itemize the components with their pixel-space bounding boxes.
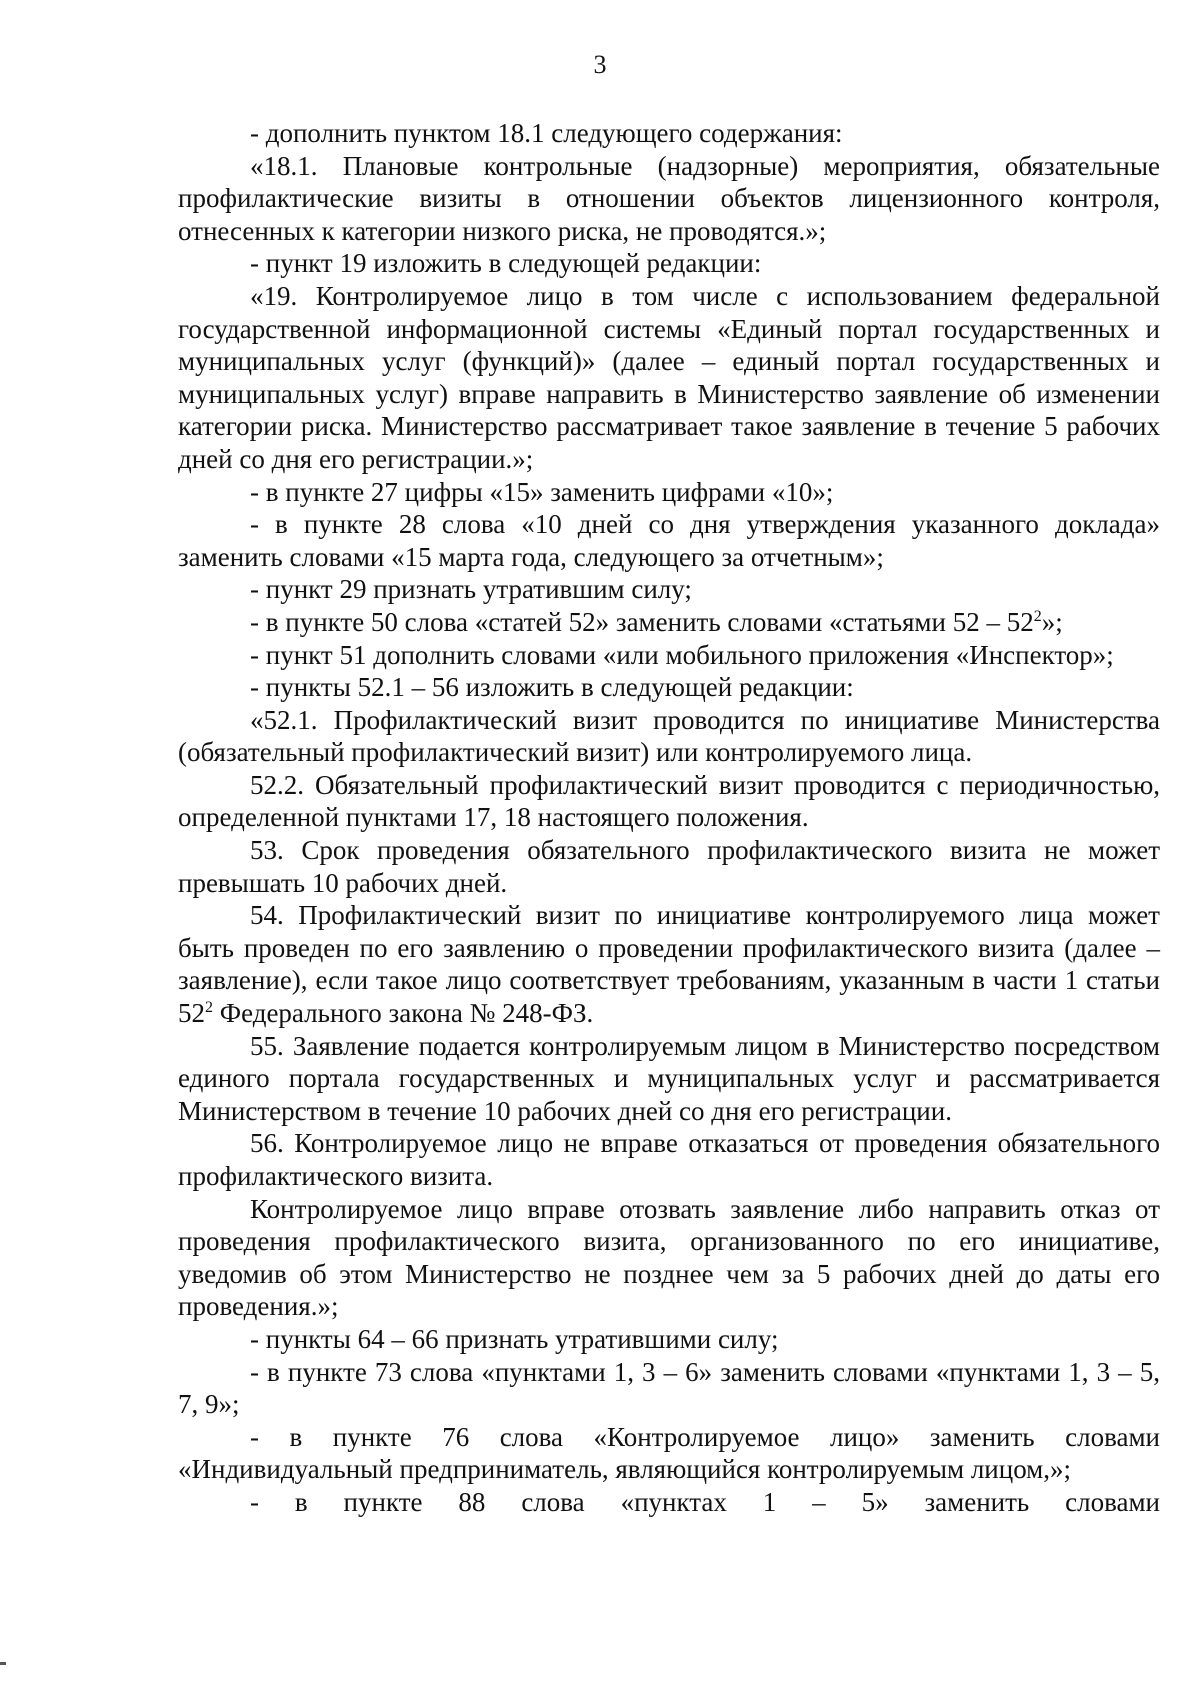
document-body xyxy=(178,117,1160,1519)
paragraph: - в пункте 88 слова «пунктах 1 – 5» заменить словами xyxy=(250,1486,1160,1517)
paragraph-text: - в пункте 50 слова «статей 52» заменить словами «статьями 52 – 52 xyxy=(250,606,1034,637)
paragraph: 53. Срок проведения обязательного профилактического визита не может превышать 10 рабочих дней. xyxy=(178,835,1160,898)
page-number: 3 xyxy=(593,50,607,79)
paragraph: - пункт 19 изложить в следующей редакции: xyxy=(250,248,762,279)
paragraph: Контролируемое лицо вправе отозвать заявление либо направить отказ от проведения профилактического визита, организованного по его инициативе, уведомив об этом Министерство не позднее чем за 5 рабочих дней до даты его проведения.»; xyxy=(178,1193,1160,1322)
paragraph: 52.2. Обязательный профилактический визит проводится с периодичностью, определенной пунктами 17, 18 настоящего положения. xyxy=(178,769,1160,833)
paragraph: - дополнить пунктом 18.1 следующего содержания: xyxy=(250,118,843,148)
paragraph: 55. Заявление подается контролируемым лицом в Министерство посредством единого портала государственных и муниципальных услуг и рассматривается Министерством в течение 10 рабочих дней со дня его регистрации. xyxy=(178,1030,1160,1126)
paragraph: - в пункте 73 слова «пунктами 1, 3 – 6» заменить словами «пунктами 1, 3 – 5, 7, 9»; xyxy=(178,1356,1160,1420)
superscript: 2 xyxy=(205,999,213,1017)
scan-mark xyxy=(0,1662,6,1665)
paragraph-text: Федерального закона № 248-ФЗ. xyxy=(213,998,594,1029)
paragraph: - в пункте 27 цифры «15» заменить цифрами «10»; xyxy=(250,476,834,507)
paragraph-text: »; xyxy=(1041,606,1063,637)
paragraph: - пункты 64 – 66 признать утратившими силу; xyxy=(250,1323,779,1354)
paragraph: «19. Контролируемое лицо в том числе с использованием федеральной государственной информационной системы «Единый портал государственных и муниципальных услуг (функций)» (далее – единый портал государственных и муниципальных услуг) вправе направить в Министерство заявление об изменении категории риска. Министерство рассматривает такое заявление в течение 5 рабочих дней со дня его регистрации.»; xyxy=(178,280,1160,474)
paragraph: - пункт 51 дополнить словами «или мобильного приложения «Инспектор»; xyxy=(250,639,1114,670)
superscript: 2 xyxy=(1033,607,1042,625)
paragraph: - пункты 52.1 – 56 изложить в следующей редакции: xyxy=(250,672,854,703)
paragraph-text: 54. Профилактический визит по инициативе контролируемого лица может быть проведен по его заявлению о проведении профилактического визита (далее – заявление), если такое лицо соответствует требованиям, указанным в части 1 статьи 52 xyxy=(178,900,1160,1029)
paragraph: - в пункте 28 слова «10 дней со дня утверждения указанного доклада» заменить словами «15 марта года, следующего за отчетным»; xyxy=(178,509,1160,572)
paragraph: «18.1. Плановые контрольные (надзорные) мероприятия, обязательные профилактические визиты в отношении объектов лицензионного контроля, отнесенных к категории низкого риска, не проводятся.»; xyxy=(178,150,1160,246)
paragraph: «52.1. Профилактический визит проводится по инициативе Министерства (обязательный профилактический визит) или контролируемого лица. xyxy=(178,704,1160,768)
paragraph: - пункт 29 признать утратившим силу; xyxy=(250,574,692,605)
paragraph xyxy=(178,606,1160,639)
paragraph xyxy=(178,899,1160,1029)
paragraph: - в пункте 76 слова «Контролируемое лицо» заменить словами «Индивидуальный предприниматель, являющийся контролируемым лицом,»; xyxy=(178,1421,1160,1485)
paragraph: 56. Контролируемое лицо не вправе отказаться от проведения обязательного профилактического визита. xyxy=(178,1128,1160,1191)
